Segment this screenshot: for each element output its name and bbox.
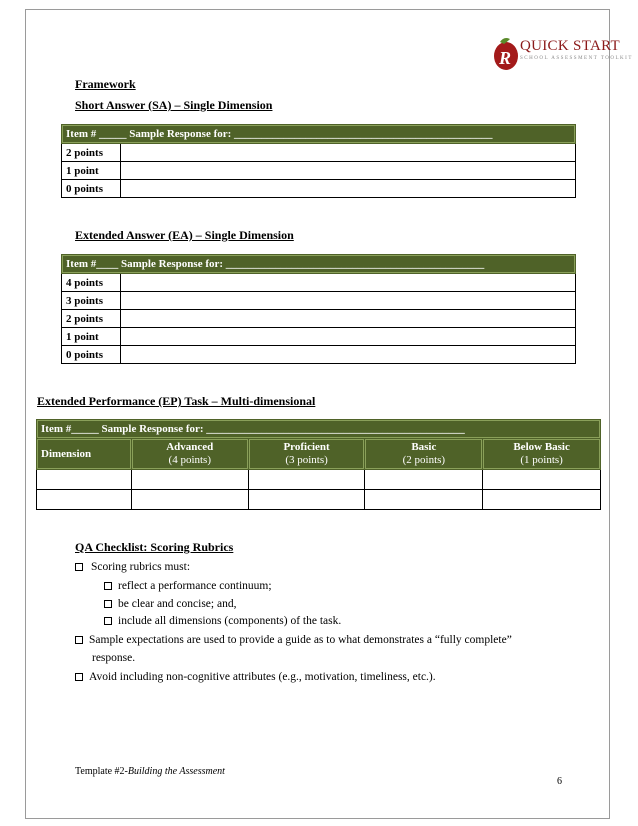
quick-start-logo [490, 34, 633, 78]
checkbox-icon[interactable] [75, 636, 83, 644]
checklist-item-continuation: response. [92, 652, 136, 664]
ep-level-name: Proficient [283, 441, 330, 453]
ep-level-header [483, 439, 601, 470]
ep-cell[interactable] [131, 490, 248, 510]
checklist-subitem: include all dimensions (components) of the task. [104, 613, 341, 629]
ea-table-header: Item #____ Sample Response for: _______________________________________________ [62, 255, 576, 274]
svg-text:R: R [499, 48, 512, 68]
sa-title: Short Answer (SA) – Single Dimension [75, 98, 273, 112]
ea-row-label: 1 point [62, 328, 121, 346]
checkbox-icon[interactable] [104, 617, 112, 625]
ep-title: Extended Performance (EP) Task – Multi-dimensional [37, 394, 316, 408]
ep-cell[interactable] [248, 470, 365, 490]
checkbox-icon[interactable] [75, 673, 83, 681]
checklist-item: Avoid including non-cognitive attributes (e.g., motivation, timeliness, etc.). [75, 669, 436, 685]
sa-row-label: 1 point [62, 162, 121, 180]
checklist-subitem: reflect a performance continuum; [104, 578, 272, 594]
ea-row-label: 4 points [62, 274, 121, 292]
ea-rubric-table [61, 254, 576, 364]
checklist-item: Sample expectations are used to provide a guide as to what demonstrates a “fully complete” [75, 632, 512, 648]
ep-cell[interactable] [365, 490, 483, 510]
ep-cell[interactable] [365, 470, 483, 490]
ea-row-cell[interactable] [121, 292, 576, 310]
ep-table-header: Item #_____ Sample Response for: _______________________________________________ [37, 420, 601, 439]
sa-row-label: 2 points [62, 144, 121, 162]
ea-row-cell[interactable] [121, 310, 576, 328]
ea-row-cell[interactable] [121, 346, 576, 364]
ep-level-points: (2 points) [402, 454, 446, 466]
sa-table-header: Item # _____ Sample Response for: _______________________________________________ [62, 125, 576, 144]
sa-row-cell[interactable] [121, 180, 576, 198]
ep-level-points: (4 points) [168, 454, 212, 466]
ep-cell[interactable] [37, 470, 132, 490]
ep-cell[interactable] [248, 490, 365, 510]
ea-title: Extended Answer (EA) – Single Dimension [75, 228, 294, 242]
checklist-item: Scoring rubrics must: [75, 559, 190, 575]
ep-cell[interactable] [131, 470, 248, 490]
ep-cell[interactable] [483, 470, 601, 490]
checkbox-icon[interactable] [75, 563, 83, 571]
ep-level-name: Basic [411, 441, 437, 453]
ea-row-cell[interactable] [121, 328, 576, 346]
sa-row-label: 0 points [62, 180, 121, 198]
ep-cell[interactable] [483, 490, 601, 510]
ea-row-label: 2 points [62, 310, 121, 328]
sa-row-cell[interactable] [121, 162, 576, 180]
checkbox-icon[interactable] [104, 600, 112, 608]
checkbox-icon[interactable] [104, 582, 112, 590]
quick-start-logo-icon [490, 34, 522, 74]
ep-cell[interactable] [37, 490, 132, 510]
ep-rubric-table [36, 419, 601, 510]
ep-level-header [248, 439, 365, 470]
qa-checklist-title: QA Checklist: Scoring Rubrics [75, 540, 234, 554]
ep-level-name: Advanced [166, 441, 214, 453]
logo-text: QUICK START [520, 38, 620, 54]
framework-title: Framework [75, 77, 136, 91]
ep-dimension-header: Dimension [37, 439, 132, 470]
ea-row-cell[interactable] [121, 274, 576, 292]
ep-level-header [131, 439, 248, 470]
checklist-subitem: be clear and concise; and, [104, 596, 236, 612]
ea-row-label: 0 points [62, 346, 121, 364]
ep-level-header [365, 439, 483, 470]
footer-template-label: Template #2-Building the Assessment [75, 766, 225, 777]
ep-level-points: (1 points) [520, 454, 563, 466]
sa-rubric-table [61, 124, 576, 198]
ep-level-points: (3 points) [285, 454, 328, 466]
sa-row-cell[interactable] [121, 144, 576, 162]
logo-subtext: SCHOOL ASSESSMENT TOOLKIT [520, 56, 633, 61]
page-number: 6 [557, 776, 562, 787]
ea-row-label: 3 points [62, 292, 121, 310]
ep-level-name: Below Basic [513, 441, 570, 453]
